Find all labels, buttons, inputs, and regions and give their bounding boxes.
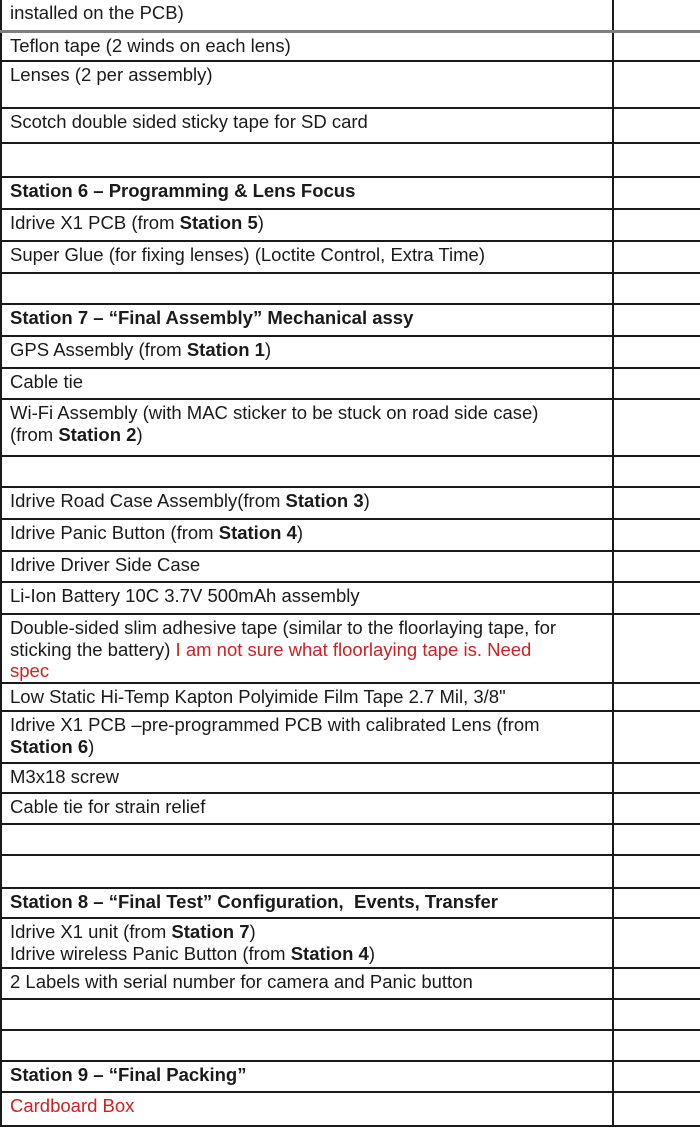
- item-text: (from Station 2): [10, 423, 143, 445]
- qty-cell: [613, 614, 700, 683]
- table-row: [1, 711, 700, 763]
- item-text: Double-sided slim adhesive tape (similar to the floorlaying tape, for: [10, 617, 557, 638]
- item-cell: [1, 824, 613, 855]
- item-cell: [1, 582, 613, 614]
- table-row: [1, 487, 700, 519]
- qty-cell: [613, 968, 700, 999]
- table-row: [1, 999, 700, 1030]
- item-cell: [1, 61, 613, 108]
- qty-cell: [613, 61, 700, 108]
- item-cell: [1, 793, 613, 824]
- item-cell: [1, 1092, 613, 1126]
- table-row: [1, 209, 700, 241]
- qty-cell: [613, 456, 700, 487]
- item-cell: [1, 711, 613, 763]
- item-text: Idrive Panic Button (from Station 4): [10, 522, 304, 543]
- table-row: [1, 888, 700, 918]
- table-row: [1, 399, 700, 456]
- qty-cell: [613, 918, 700, 968]
- qty-cell: [613, 0, 700, 32]
- item-cell: [1, 241, 613, 273]
- table-row: [1, 918, 700, 968]
- table-row: [1, 855, 700, 888]
- table-row: [1, 1030, 700, 1061]
- qty-cell: [613, 487, 700, 519]
- table-row: [1, 614, 700, 683]
- qty-cell: [613, 888, 700, 918]
- table-row: [1, 1092, 700, 1126]
- item-cell: [1, 614, 613, 683]
- item-cell: [1, 918, 613, 968]
- item-text: Cable tie for strain relief: [10, 796, 206, 817]
- item-cell: [1, 368, 613, 399]
- item-cell: [1, 683, 613, 711]
- qty-cell: [613, 855, 700, 888]
- item-cell: [1, 336, 613, 368]
- table-row: [1, 143, 700, 177]
- table-row: [1, 177, 700, 209]
- item-text: Scotch double sided sticky tape for SD card: [10, 111, 368, 132]
- item-cell: [1, 177, 613, 209]
- item-text: spec: [10, 660, 50, 681]
- qty-cell: [613, 336, 700, 368]
- qty-cell: [613, 683, 700, 711]
- table-row: [1, 824, 700, 855]
- qty-cell: [613, 519, 700, 551]
- item-cell: [1, 1061, 613, 1092]
- item-text: Station 7 – “Final Assembly” Mechanical assy: [10, 307, 414, 328]
- item-text: Station 6): [10, 735, 95, 757]
- item-text: Idrive X1 PCB (from Station 5): [10, 212, 264, 233]
- item-cell: [1, 487, 613, 519]
- qty-cell: [613, 143, 700, 177]
- item-text: Station 9 – “Final Packing”: [10, 1064, 247, 1085]
- item-text: Super Glue (for fixing lenses) (Loctite Control, Extra Time): [10, 244, 486, 265]
- item-text: GPS Assembly (from Station 1): [10, 339, 272, 360]
- qty-cell: [613, 711, 700, 763]
- qty-cell: [613, 241, 700, 273]
- table-row: [1, 32, 700, 62]
- table-row: [1, 519, 700, 551]
- item-cell: [1, 1030, 613, 1061]
- item-text: Lenses (2 per assembly): [10, 64, 213, 85]
- item-text: Idrive Road Case Assembly(from Station 3): [10, 490, 370, 511]
- item-cell: [1, 143, 613, 177]
- table-row: [1, 0, 700, 32]
- qty-cell: [613, 273, 700, 304]
- qty-cell: [613, 304, 700, 336]
- qty-cell: [613, 1030, 700, 1061]
- qty-cell: [613, 551, 700, 582]
- item-text: 2 Labels with serial number for camera and Panic button: [10, 971, 473, 992]
- item-text: Teflon tape (2 winds on each lens): [10, 35, 291, 56]
- item-cell: [1, 855, 613, 888]
- item-cell: [1, 968, 613, 999]
- item-cell: [1, 32, 613, 62]
- table-row: [1, 1061, 700, 1092]
- item-text: Station 8 – “Final Test” Configuration, Events, Transfer: [10, 891, 498, 912]
- item-text: Cardboard Box: [10, 1095, 135, 1116]
- table-row: [1, 968, 700, 999]
- qty-cell: [613, 999, 700, 1030]
- item-text: Idrive Driver Side Case: [10, 554, 201, 575]
- item-text: sticking the battery) I am not sure what floorlaying tape is. Need: [10, 638, 532, 660]
- qty-cell: [613, 209, 700, 241]
- item-cell: [1, 273, 613, 304]
- item-cell: [1, 304, 613, 336]
- item-text: Low Static Hi-Temp Kapton Polyimide Film Tape 2.7 Mil, 3/8": [10, 686, 506, 707]
- item-cell: [1, 551, 613, 582]
- table-row: [1, 793, 700, 824]
- table-row: [1, 336, 700, 368]
- item-cell: [1, 763, 613, 793]
- item-text: Cable tie: [10, 371, 84, 392]
- item-text: Idrive X1 unit (from Station 7): [10, 921, 256, 942]
- qty-cell: [613, 1092, 700, 1126]
- table-row: [1, 304, 700, 336]
- qty-cell: [613, 824, 700, 855]
- item-cell: [1, 888, 613, 918]
- table-row: [1, 368, 700, 399]
- item-text: Li-Ion Battery 10C 3.7V 500mAh assembly: [10, 585, 360, 606]
- table-row: [1, 456, 700, 487]
- table-row: [1, 108, 700, 143]
- item-cell: [1, 108, 613, 143]
- item-cell: [1, 0, 613, 32]
- item-cell: [1, 399, 613, 456]
- table-row: [1, 273, 700, 304]
- item-text: Station 6 – Programming & Lens Focus: [10, 180, 356, 201]
- qty-cell: [613, 582, 700, 614]
- table-row: [1, 763, 700, 793]
- table-row: [1, 683, 700, 711]
- item-text: Wi-Fi Assembly (with MAC sticker to be stuck on road side case): [10, 402, 539, 423]
- qty-cell: [613, 763, 700, 793]
- item-text: installed on the PCB): [10, 2, 184, 23]
- parts-table-body: [1, 0, 700, 1126]
- qty-cell: [613, 32, 700, 62]
- qty-cell: [613, 399, 700, 456]
- qty-cell: [613, 177, 700, 209]
- table-row: [1, 241, 700, 273]
- item-cell: [1, 209, 613, 241]
- item-cell: [1, 519, 613, 551]
- qty-cell: [613, 1061, 700, 1092]
- qty-cell: [613, 108, 700, 143]
- table-row: [1, 551, 700, 582]
- item-text: Idrive wireless Panic Button (from Station 4): [10, 942, 375, 964]
- item-text: Idrive X1 PCB –pre-programmed PCB with calibrated Lens (from: [10, 714, 540, 735]
- item-cell: [1, 999, 613, 1030]
- item-text: M3x18 screw: [10, 766, 119, 787]
- table-row: [1, 61, 700, 108]
- table-row: [1, 582, 700, 614]
- qty-cell: [613, 793, 700, 824]
- qty-cell: [613, 368, 700, 399]
- item-cell: [1, 456, 613, 487]
